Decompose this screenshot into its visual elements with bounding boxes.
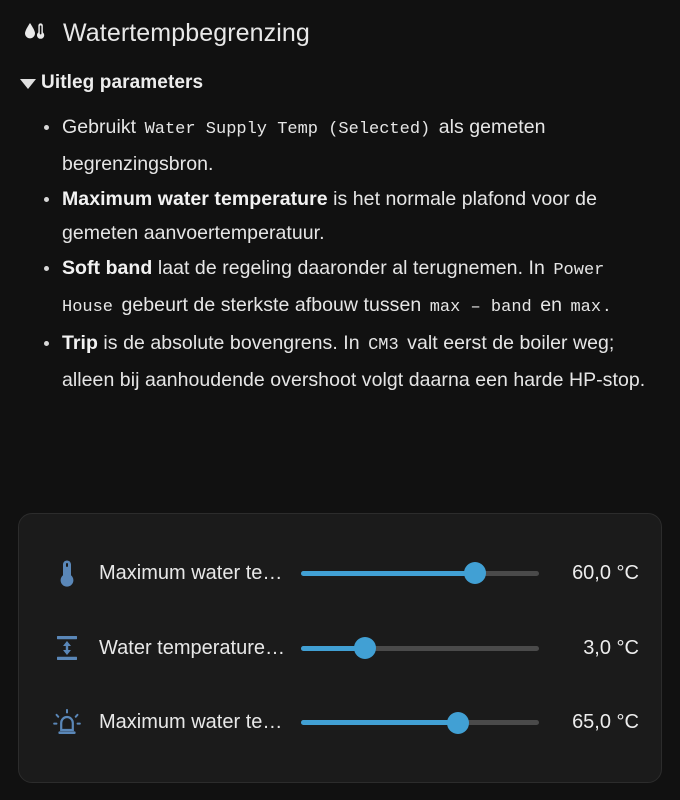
- arrow-expand-vertical-icon: [41, 633, 93, 663]
- slider-row: [41, 536, 639, 611]
- explanation-list: [0, 110, 680, 397]
- inline-code: Power House: [62, 261, 605, 317]
- body-text: gebeurt de sterkste afbouw tussen: [116, 294, 427, 316]
- slider-control[interactable]: [301, 637, 539, 659]
- triangle-down-icon: [20, 79, 36, 89]
- water-thermometer-icon: [20, 18, 50, 48]
- slider-row: [41, 611, 639, 686]
- slider-value: 3,0 °C: [583, 636, 639, 659]
- emphasis-text: Maximum water temperature: [62, 188, 328, 210]
- slider-value: 65,0 °C: [572, 711, 639, 734]
- inline-code: CM3: [368, 336, 399, 355]
- slider-row: [41, 685, 639, 760]
- slider-value: 60,0 °C: [572, 561, 639, 584]
- slider-thumb[interactable]: [447, 712, 469, 734]
- slider-thumb[interactable]: [354, 637, 376, 659]
- slider-label: Maximum water te…: [99, 561, 283, 584]
- body-text: laat de regeling daaronder al terugnemen. In: [152, 257, 551, 279]
- list-item: [62, 182, 656, 250]
- slider-track-fill: [301, 571, 475, 576]
- body-text: is de absolute bovengrens. In: [97, 332, 366, 354]
- inline-code: Water Supply Temp (Selected): [144, 120, 431, 139]
- slider-label: Maximum water te…: [99, 711, 283, 734]
- disclosure-uitleg-parameters[interactable]: [0, 56, 680, 94]
- page-title: Watertempbegrenzing: [63, 18, 310, 47]
- disclosure-label: Uitleg parameters: [41, 72, 204, 93]
- body-text: valt eerst de boiler weg; alleen bij aanhoudende overshoot volgt daarna een harde HP-stop.: [62, 332, 646, 391]
- list-item: [62, 251, 656, 325]
- slider-track-fill: [301, 720, 458, 725]
- slider-control[interactable]: [301, 562, 539, 584]
- emphasis-text: Soft band: [62, 257, 153, 279]
- emphasis-text: Trip: [62, 332, 98, 354]
- body-text: is het normale plafond voor de gemeten aanvoertemperatuur.: [62, 188, 597, 244]
- panel-header: [0, 0, 680, 56]
- slider-thumb[interactable]: [464, 562, 486, 584]
- list-item: [62, 110, 656, 181]
- thermometer-icon: [41, 558, 93, 588]
- body-text: .: [604, 294, 610, 316]
- body-text: en: [534, 294, 568, 316]
- body-text: als gemeten begrenzingsbron.: [62, 116, 546, 175]
- slider-label: Water temperature…: [99, 636, 285, 659]
- inline-code: max – band: [429, 298, 532, 317]
- body-text: Gebruikt: [62, 116, 142, 138]
- inline-code: max: [570, 298, 602, 317]
- settings-card: [18, 513, 662, 783]
- alarm-light-icon: [41, 708, 93, 738]
- slider-control[interactable]: [301, 712, 539, 734]
- list-item: [62, 326, 656, 397]
